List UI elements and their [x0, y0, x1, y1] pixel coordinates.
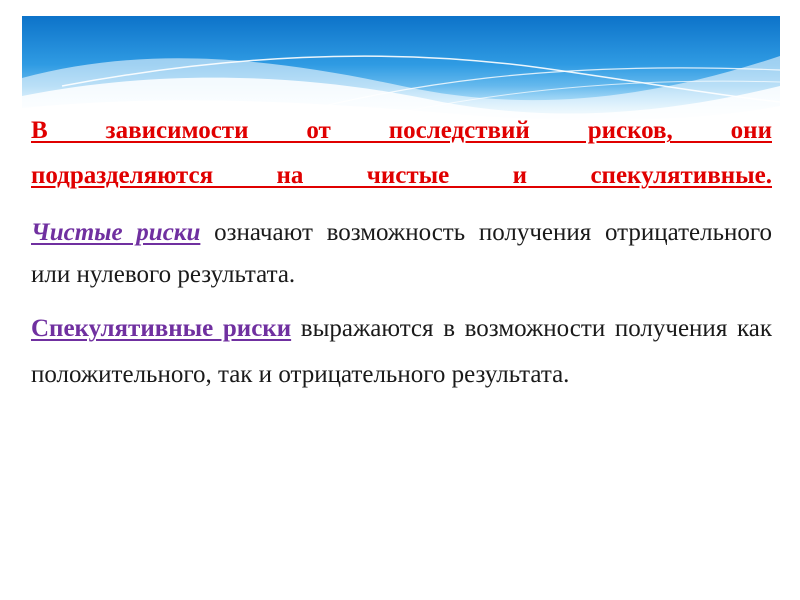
pure-risks-text: означают возможность получения отрицательного или нулевого результата. — [31, 219, 772, 288]
heading-line-2: подразделяются на чистые и спекулятивные. — [31, 162, 772, 189]
speculative-risks-term: Спекулятивные риски — [31, 315, 292, 342]
speculative-risks-text: выражаются в возможности получения как положительного, так и отрицательного результата. — [31, 315, 772, 388]
speculative-risks-paragraph — [31, 306, 772, 398]
heading-line-1: В зависимости от последствий рисков, они — [31, 117, 772, 144]
slide-content — [31, 108, 772, 398]
slide-heading — [31, 108, 772, 198]
pure-risks-paragraph — [31, 212, 772, 296]
pure-risks-term: Чистые риски — [31, 219, 201, 246]
